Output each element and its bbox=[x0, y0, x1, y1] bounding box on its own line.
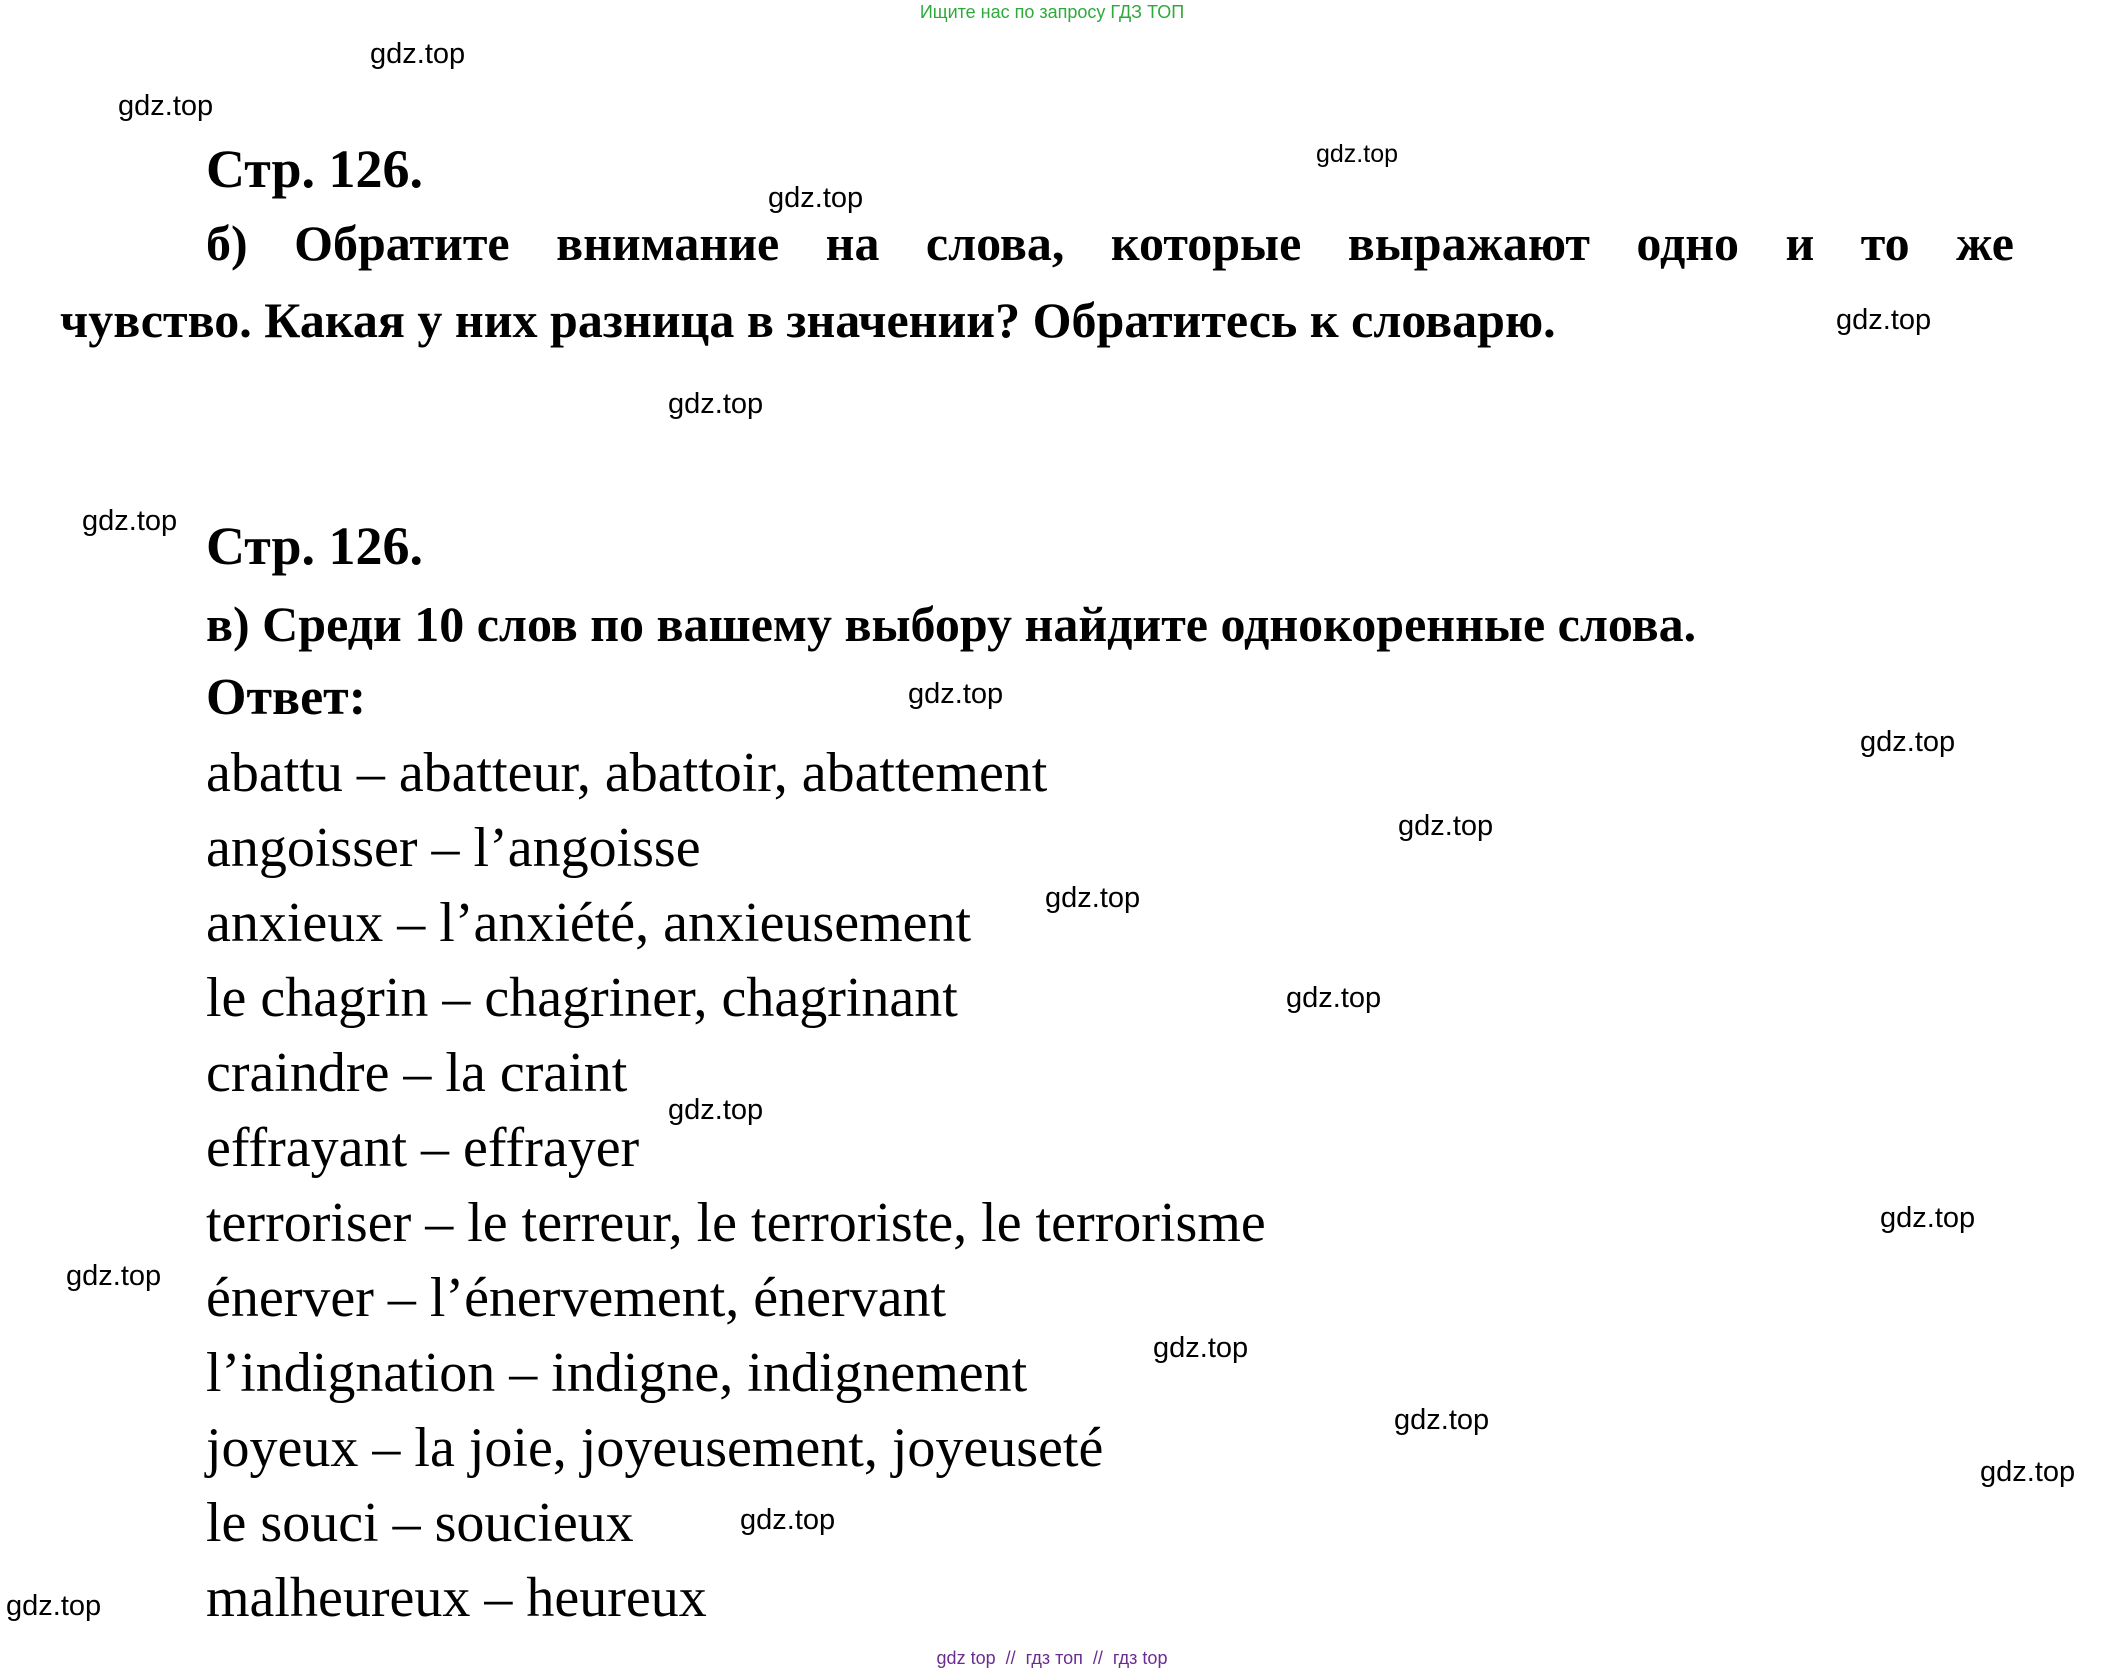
question-word: на bbox=[825, 215, 880, 271]
answer-line: énerver – l’énervement, énervant bbox=[206, 1267, 947, 1329]
question-word: которые bbox=[1110, 215, 1302, 271]
question-word: же bbox=[1956, 215, 2014, 271]
answer-label: Ответ: bbox=[206, 669, 367, 726]
answer-line: anxieux – l’anxiété, anxieusement bbox=[206, 892, 972, 954]
watermark: gdz.top bbox=[1880, 1202, 1976, 1234]
answer-line: craindre – la craint bbox=[206, 1042, 628, 1104]
watermark: gdz.top bbox=[668, 388, 764, 420]
watermark: gdz.top bbox=[668, 1094, 764, 1126]
watermark: gdz.top bbox=[1860, 726, 1956, 758]
question-word: выражают bbox=[1347, 215, 1590, 271]
watermark: gdz.top bbox=[82, 505, 178, 537]
watermark: gdz.top bbox=[370, 38, 466, 70]
watermark: gdz.top bbox=[768, 182, 864, 214]
watermark: gdz.top bbox=[908, 678, 1004, 710]
answer-line: le chagrin – chagriner, chagrinant bbox=[206, 967, 958, 1029]
watermark: gdz.top bbox=[1394, 1404, 1490, 1436]
answer-line: joyeux – la joie, joyeusement, joyeuseté bbox=[206, 1417, 1104, 1479]
question-word: б) bbox=[206, 215, 248, 271]
watermark: gdz.top bbox=[1836, 304, 1932, 336]
question-word: и bbox=[1785, 215, 1815, 271]
question-word: то bbox=[1860, 215, 1910, 271]
watermark: gdz.top bbox=[1398, 810, 1494, 842]
watermark: gdz.top bbox=[1980, 1456, 2076, 1488]
footer-links[interactable]: gdz top // гдз топ // гдз top bbox=[936, 1648, 1168, 1668]
section2-question: в) Среди 10 слов по вашему выбору найдите однокоренные слова. bbox=[206, 596, 1697, 652]
watermark: gdz.top bbox=[66, 1260, 162, 1292]
watermark: gdz.top bbox=[6, 1590, 102, 1622]
answer-line: abattu – abatteur, abattoir, abattement bbox=[206, 742, 1048, 804]
watermark: gdz.top bbox=[1316, 140, 1399, 168]
answer-line: le souci – soucieux bbox=[206, 1492, 634, 1554]
answer-line: angoisser – l’angoisse bbox=[206, 817, 701, 879]
answer-line: effrayant – effrayer bbox=[206, 1117, 640, 1179]
question-word: слова, bbox=[925, 215, 1065, 271]
answer-line: malheureux – heureux bbox=[206, 1567, 707, 1629]
watermark: gdz.top bbox=[1045, 882, 1141, 914]
watermark: gdz.top bbox=[118, 90, 214, 122]
header-search-link[interactable]: Ищите нас по запросу ГДЗ ТОП bbox=[919, 2, 1185, 22]
section2-heading: Стр. 126. bbox=[206, 516, 424, 576]
watermark: gdz.top bbox=[1153, 1332, 1249, 1364]
watermark: gdz.top bbox=[1286, 982, 1382, 1014]
question-word: внимание bbox=[556, 215, 780, 271]
answer-line: l’indignation – indigne, indignement bbox=[206, 1342, 1028, 1404]
section1-question-line2: чувство. Какая у них разница в значении? Обратитесь к словарю. bbox=[60, 292, 1556, 348]
question-word: Обратите bbox=[294, 215, 510, 271]
question-word: одно bbox=[1636, 215, 1740, 271]
section1-question-line1 bbox=[206, 214, 2014, 272]
section1-heading: Стр. 126. bbox=[206, 139, 424, 199]
answer-line: terroriser – le terreur, le terroriste, le terrorisme bbox=[206, 1192, 1266, 1254]
watermark: gdz.top bbox=[740, 1504, 836, 1536]
